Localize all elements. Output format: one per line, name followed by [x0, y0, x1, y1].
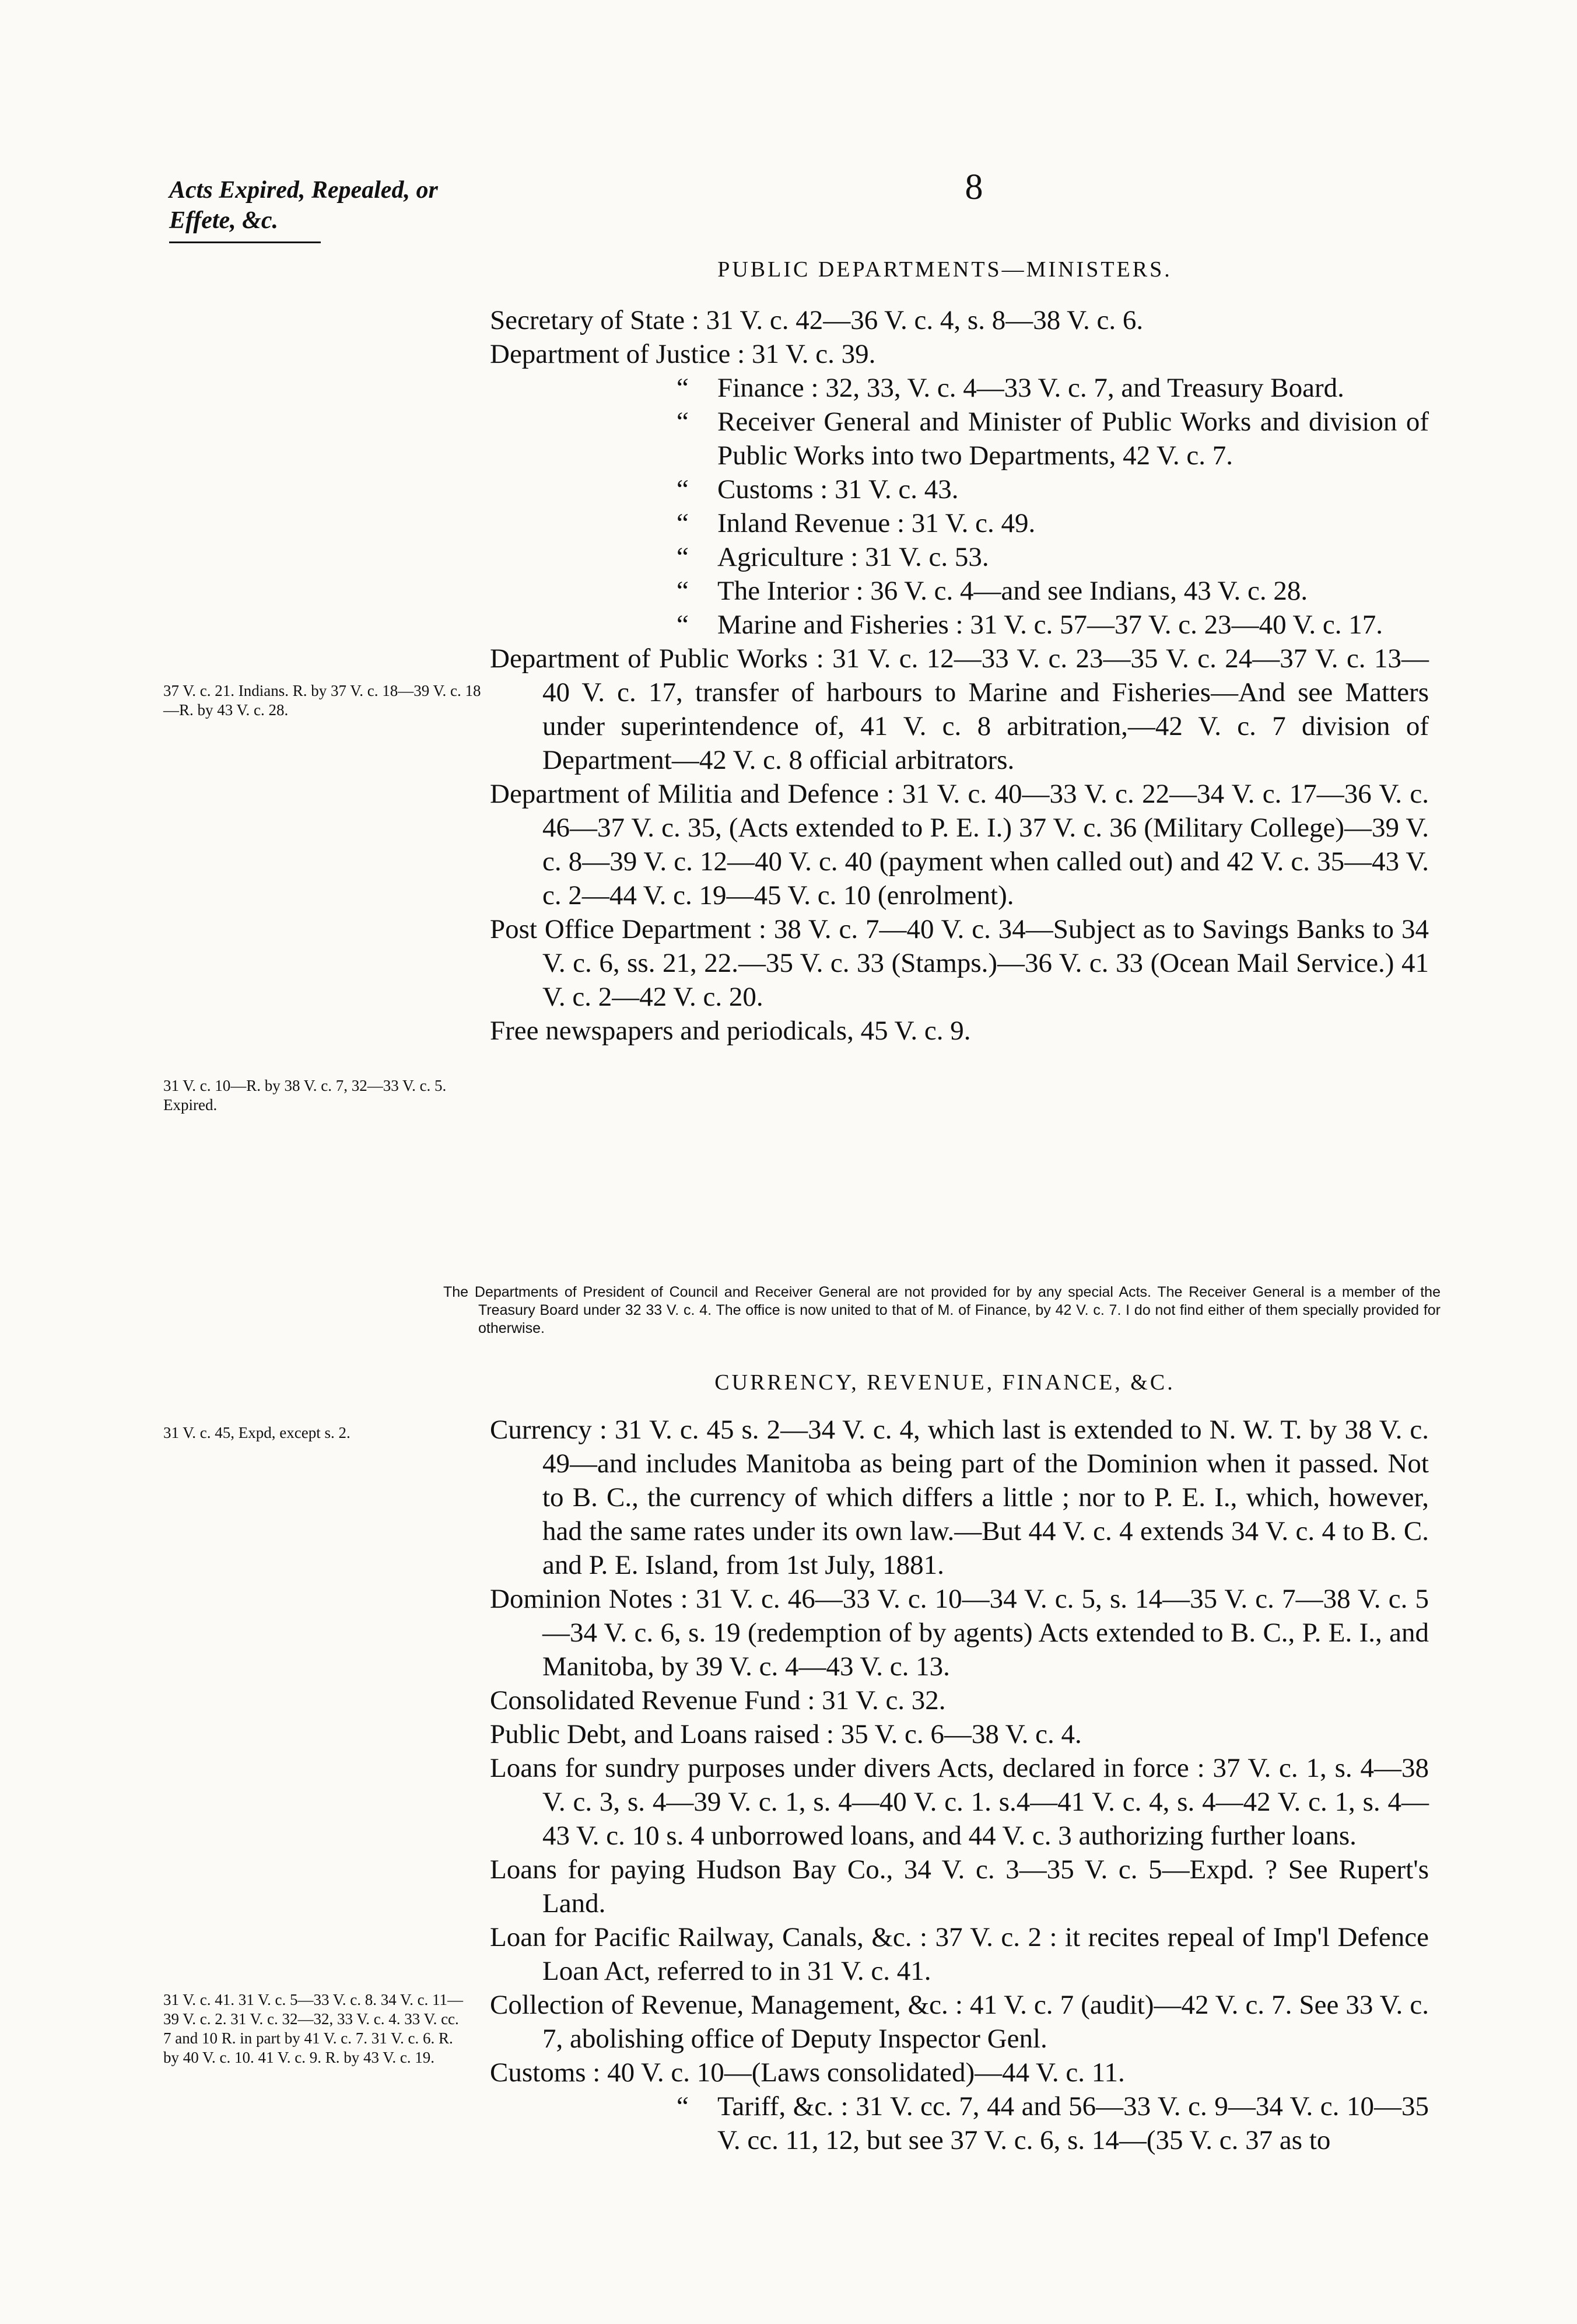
entry-text: Department of Militia and Defence : 31 V. c. 40—33 V. c. 22—34 V. c. 17—36 V. c. 46—37 V. c. 35, (Acts extended to P. E. I.) 37 V. c. 36 (Military College)—39 V. c. 8—39 V. c. 12—40 V. c. 40 (payment when called out) and 42 V. c. 35—43 V. c. 2—44 V. c. 19—45 V. c. 10 (enrolment). [490, 779, 1429, 911]
entry-text: Inland Revenue : 31 V. c. 49. [717, 508, 1036, 538]
entry [490, 1684, 1429, 1717]
sub-entry [490, 540, 1429, 574]
entry [490, 337, 1429, 371]
ditto-mark: “ [677, 474, 689, 505]
margin-note: 31 V. c. 45, Expd, except s. 2. [163, 1424, 351, 1441]
entry-text: Department of Justice : 31 V. c. 39. [490, 339, 876, 369]
entry-text: Receiver General and Minister of Public Works and division of Public Works into two Departments, 42 V. c. 7. [717, 407, 1429, 471]
entry-text: Dominion Notes : 31 V. c. 46—33 V. c. 10—34 V. c. 5, s. 14—35 V. c. 7—38 V. c. 5—34 V. c. 6, s. 19 (redemption of by agents) Acts extended to B. C., P. E. I., and Manitoba, by 39 V. c. 4—43 V. c. 13. [490, 1584, 1429, 1682]
entry-text: Free newspapers and periodicals, 45 V. c. 9. [490, 1016, 971, 1046]
sub-entry [490, 371, 1429, 405]
entry-text: Consolidated Revenue Fund : 31 V. c. 32. [490, 1685, 946, 1716]
entry [490, 1717, 1429, 1751]
sub-entry [490, 2090, 1429, 2157]
entry [490, 1751, 1429, 1853]
entry-text: Currency : 31 V. c. 45 s. 2—34 V. c. 4, which last is extended to N. W. T. by 38 V. c. 49—and includes Manitoba as being part of the Dominion when it passed. Not to B. C., the currency of which differs a little ; nor to P. E. I., which, however, had the same rates under its own law.—But 44 V. c. 4 extends 34 V. c. 4 to B. C. and P. E. Island, from 1st July, 1881. [490, 1415, 1429, 1580]
ditto-mark: “ [677, 2091, 689, 2122]
entry-text: Loans for paying Hudson Bay Co., 34 V. c. 3—35 V. c. 5—Expd. ? See Rupert's Land. [490, 1854, 1429, 1919]
entry-text: Marine and Fisheries : 31 V. c. 57—37 V. c. 23—40 V. c. 17. [717, 610, 1383, 640]
entry-text: Post Office Department : 38 V. c. 7—40 V. c. 34—Subject as to Savings Banks to 34 V. c. 6, ss. 21, 22.—35 V. c. 33 (Stamps.)—36 V. c. 33 (Ocean Mail Service.) 41 V. c. 2—42 V. c. 20. [490, 914, 1429, 1012]
section-heading-public-departments: PUBLIC DEPARTMENTS—MINISTERS. [717, 257, 1172, 282]
entry-text: Department of Public Works : 31 V. c. 12—33 V. c. 23—35 V. c. 24—37 V. c. 13—40 V. c. 17, transfer of harbours to Marine and Fisheries—And see Matters under superintendence of, 41 V. c. 8 arbitration,—42 V. c. 7 division of Department—42 V. c. 8 official arbitrators. [490, 643, 1429, 775]
entry-text: Tariff, &c. : 31 V. cc. 7, 44 and 56—33 V. c. 9—34 V. c. 10—35 V. cc. 11, 12, but see 37 V. c. 6, s. 14—(35 V. c. 37 as to [717, 2091, 1429, 2155]
ditto-mark: “ [677, 610, 689, 640]
entry-text: Agriculture : 31 V. c. 53. [717, 542, 989, 572]
sub-entry [490, 608, 1429, 642]
entry [490, 1853, 1429, 1920]
ditto-mark: “ [677, 508, 689, 538]
margin-note: 37 V. c. 21. Indians. R. by 37 V. c. 18—39 V. c. 18—R. by 43 V. c. 28. [163, 682, 481, 719]
page-number: 8 [965, 167, 983, 207]
ditto-mark: “ [677, 576, 689, 606]
entry-text: The Interior : 36 V. c. 4—and see Indians, 43 V. c. 28. [717, 576, 1308, 606]
entry-text: Customs : 31 V. c. 43. [717, 474, 959, 505]
ditto-mark: “ [677, 407, 689, 437]
entry [490, 912, 1429, 1014]
entry [490, 1014, 1429, 1048]
entry [490, 777, 1429, 912]
footnote-text: The Departments of President of Council and Receiver General are not provided for by any special Acts. The Receiver General is a member of the Treasury Board under 32 33 V. c. 4. The office is now united to that of M. of Finance, by 42 V. c. 7. I do not find either of them specially provided for otherwise. [443, 1284, 1441, 1336]
entry-text: Loan for Pacific Railway, Canals, &c. : 37 V. c. 2 : it recites repeal of Imp'l Defence Loan Act, referred to in 31 V. c. 41. [490, 1922, 1429, 1986]
running-head-line-1: Acts Expired, Repealed, or [169, 177, 438, 204]
entry [490, 2056, 1429, 2090]
sub-entry [490, 574, 1429, 608]
section-heading-currency: CURRENCY, REVENUE, FINANCE, &C. [714, 1370, 1175, 1395]
running-head-rule [169, 242, 321, 243]
footnote [443, 1283, 1441, 1338]
ditto-mark: “ [677, 542, 689, 572]
sub-entry [490, 405, 1429, 473]
running-head [169, 175, 496, 236]
entry-text: Loans for sundry purposes under divers Acts, declared in force : 37 V. c. 1, s. 4—38 V. c. 3, s. 4—39 V. c. 1, s. 4—40 V. c. 1. s.4—41 V. c. 4, s. 4—42 V. c. 1, s. 4—43 V. c. 10 s. 4 unborrowed loans, and 44 V. c. 3 authorizing further loans. [490, 1753, 1429, 1851]
entry [490, 1920, 1429, 1988]
entry [490, 1988, 1429, 2056]
entry-text: Secretary of State : 31 V. c. 42—36 V. c. 4, s. 8—38 V. c. 6. [490, 305, 1144, 335]
sub-entry [490, 473, 1429, 506]
margin-note: 31 V. c. 10—R. by 38 V. c. 7, 32—33 V. c. 5. Expired. [163, 1077, 447, 1114]
section-currency-body [490, 1413, 1429, 2157]
entry [490, 1582, 1429, 1684]
section-public-departments-body [490, 303, 1429, 1048]
sub-entry [490, 506, 1429, 540]
entry [490, 642, 1429, 777]
entry-text: Finance : 32, 33, V. c. 4—33 V. c. 7, and Treasury Board. [717, 373, 1344, 403]
ditto-mark: “ [677, 373, 689, 403]
entry-text: Customs : 40 V. c. 10—(Laws consolidated)—44 V. c. 11. [490, 2057, 1125, 2088]
entry-text: Collection of Revenue, Management, &c. : 41 V. c. 7 (audit)—42 V. c. 7. See 33 V. c. 7, abolishing office of Deputy Inspector Genl. [490, 1990, 1429, 2054]
entry [490, 303, 1429, 337]
entry [490, 1413, 1429, 1582]
running-head-line-2: Effete, &c. [169, 207, 278, 234]
margin-note: 31 V. c. 41. 31 V. c. 5—33 V. c. 8. 34 V. c. 11—39 V. c. 2. 31 V. c. 32—32, 33 V. c. 4. 33 V. cc. 7 and 10 R. in part by 41 V. c. 7. 31 V. c. 6. R. by 40 V. c. 10. 41 V. c. 9. R. by 43 V. c. 19. [163, 1991, 464, 2066]
entry-text: Public Debt, and Loans raised : 35 V. c. 6—38 V. c. 4. [490, 1719, 1082, 1749]
